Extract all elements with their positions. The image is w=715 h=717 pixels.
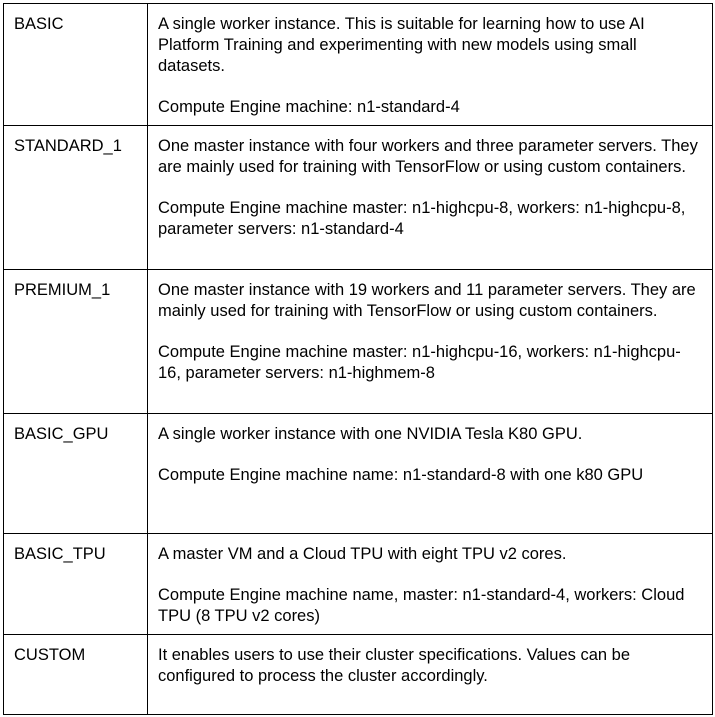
tier-machine: Compute Engine machine name, master: n1-standard-4, workers: Cloud TPU (8 TPU v2 cores) — [158, 586, 685, 625]
tier-description: A single worker instance with one NVIDIA Tesla K80 GPU. — [158, 425, 583, 443]
tier-name-cell: STANDARD_1 — [4, 126, 148, 270]
tier-machine: Compute Engine machine master: n1-highcpu-8, workers: n1-highcpu-8, parameter servers: n1-standard-4 — [158, 199, 686, 238]
table-row — [4, 635, 713, 715]
tier-description-cell — [148, 534, 713, 635]
tier-description: A master VM and a Cloud TPU with eight TPU v2 cores. — [158, 545, 567, 563]
tier-description-cell — [148, 635, 713, 715]
tier-name-cell: BASIC_TPU — [4, 534, 148, 635]
tier-description-cell — [148, 126, 713, 270]
tier-name-cell: BASIC_GPU — [4, 414, 148, 534]
scale-tier-table — [3, 3, 713, 715]
tier-description: One master instance with 19 workers and 11 parameter servers. They are mainly used for training with TensorFlow or using custom containers. — [158, 281, 696, 320]
tier-description: One master instance with four workers and three parameter servers. They are mainly used for training with TensorFlow or using custom containers. — [158, 137, 698, 176]
tier-machine: Compute Engine machine master: n1-highcpu-16, workers: n1-highcpu-16, parameter servers: n1-highmem-8 — [158, 343, 681, 382]
tier-machine: Compute Engine machine: n1-standard-4 — [158, 98, 460, 116]
table-row — [4, 534, 713, 635]
tier-description-cell — [148, 4, 713, 126]
tier-name-cell: PREMIUM_1 — [4, 270, 148, 414]
tier-machine: Compute Engine machine name: n1-standard-8 with one k80 GPU — [158, 466, 644, 484]
table-row — [4, 4, 713, 126]
tier-description-cell — [148, 414, 713, 534]
tier-description: It enables users to use their cluster specifications. Values can be configured to process the cluster accordingly. — [158, 646, 631, 685]
tier-description: A single worker instance. This is suitable for learning how to use AI Platform Training and experimenting with new models using small datasets. — [158, 15, 645, 75]
table-row — [4, 270, 713, 414]
table-row — [4, 126, 713, 270]
table-row — [4, 414, 713, 534]
tier-name-cell: BASIC — [4, 4, 148, 126]
tier-name-cell: CUSTOM — [4, 635, 148, 715]
tier-description-cell — [148, 270, 713, 414]
